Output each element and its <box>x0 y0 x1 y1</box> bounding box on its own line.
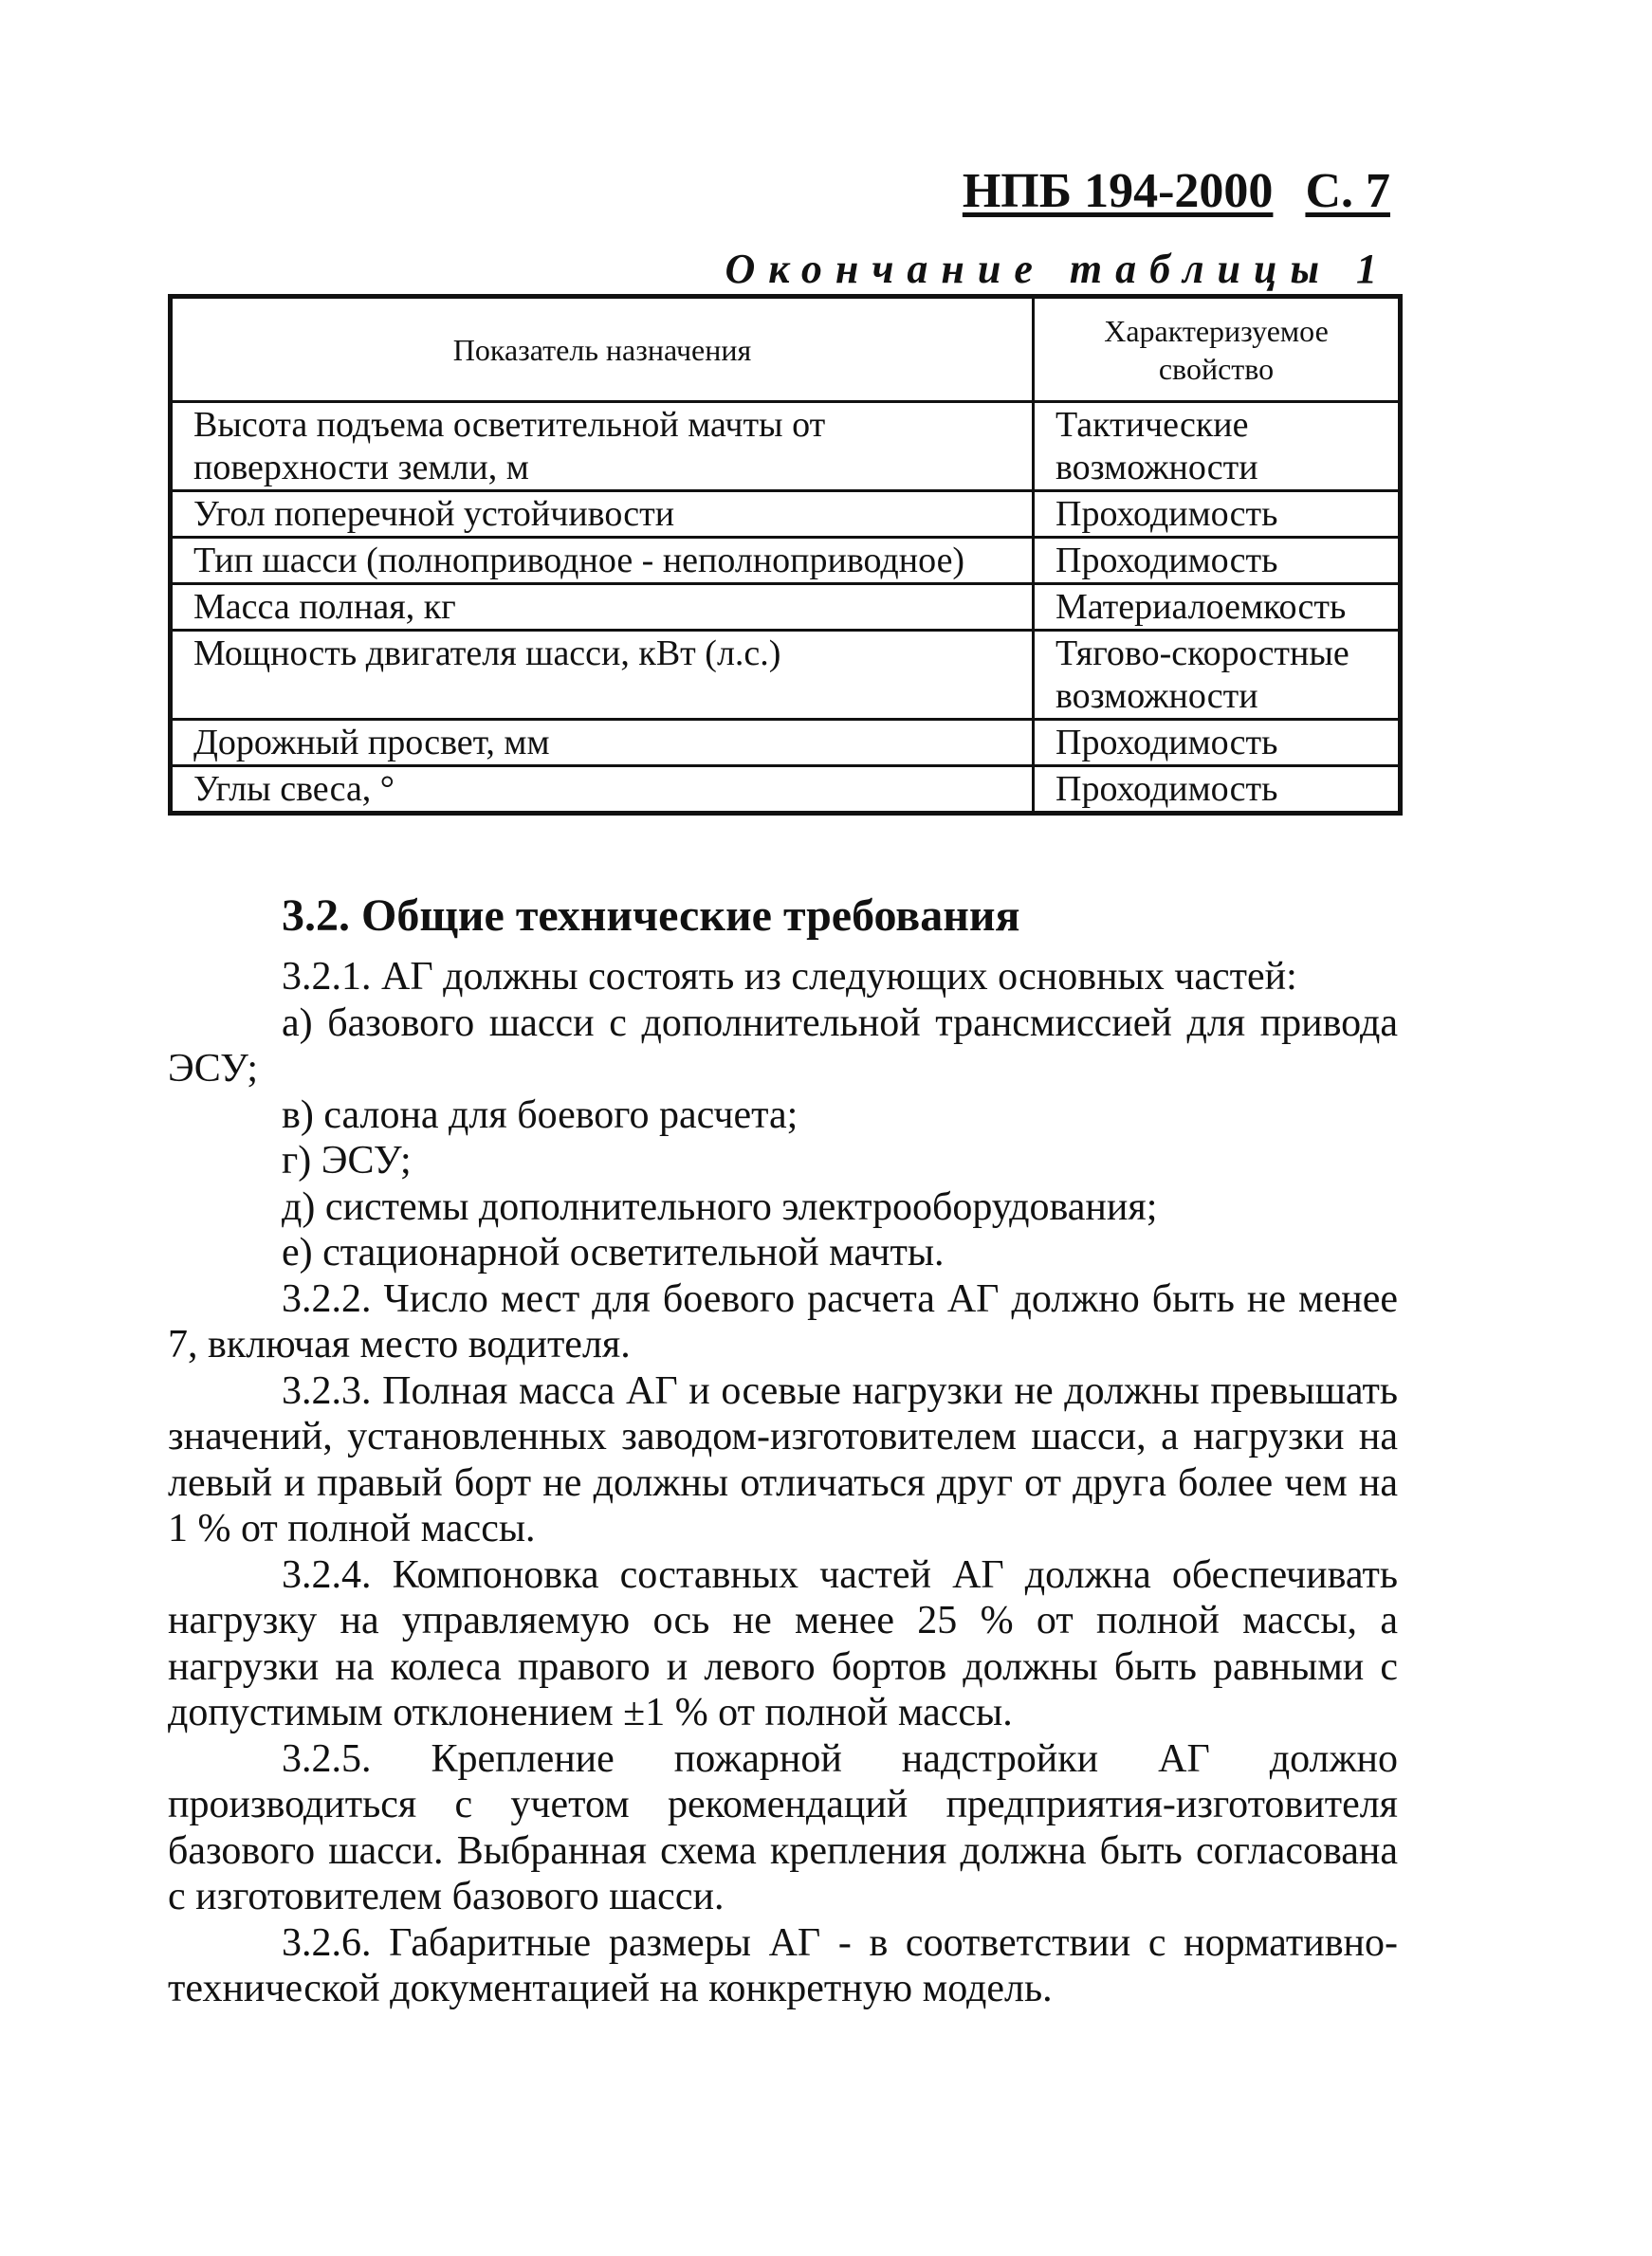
column-header-indicator: Показатель назначения <box>171 297 1034 402</box>
indicator-cell: Тип шасси (полноприводное - неполноприводное) <box>171 538 1034 584</box>
indicator-table <box>168 294 1403 816</box>
page-number: С. 7 <box>1305 164 1390 218</box>
indicator-cell: Угол поперечной устойчивости <box>171 491 1034 538</box>
table-row <box>171 491 1401 538</box>
table-header-row <box>171 297 1401 402</box>
paragraph: 3.2.3. Полная масса АГ и осевые нагрузки не должны превышать значений, установленных заводом-изготовителем шасси, а нагрузки на левый и правый борт не должны отличаться друг от друга более чем на 1 % от полной массы. <box>168 1368 1398 1550</box>
paragraph: 3.2.6. Габаритные размеры АГ - в соответствии с нормативно-технической документацией на конкретную модель. <box>168 1920 1398 2010</box>
table-row <box>171 720 1401 766</box>
indicator-cell: Дорожный просвет, мм <box>171 720 1034 766</box>
paragraph: 3.2.4. Компоновка составных частей АГ должна обеспечивать нагрузку на управляемую ось не менее 25 % от полной массы, а нагрузки на колеса правого и левого бортов должны быть равными с допустимым отклонением ±1 % от полной массы. <box>168 1552 1398 1734</box>
paragraph: е) стационарной осветительной мачты. <box>282 1231 945 1275</box>
section-body <box>168 954 1398 2012</box>
paragraph: 3.2.5. Крепление пожарной надстройки АГ должно производиться с учетом рекомендаций предприятия-изготовителя базового шасси. Выбранная схема крепления должна быть согласована с изготовителем базового шасси. <box>168 1736 1398 1918</box>
property-cell: Проходимость <box>1034 766 1401 814</box>
column-header-property: Характеризуемое свойство <box>1034 297 1401 402</box>
table-caption: Окончание таблицы 1 <box>725 246 1390 292</box>
paragraph: а) базового шасси с дополнительной трансмиссией для привода ЭСУ; <box>168 1000 1398 1091</box>
table-row <box>171 631 1401 720</box>
property-cell: Проходимость <box>1034 491 1401 538</box>
property-cell: Проходимость <box>1034 538 1401 584</box>
paragraph: 3.2.2. Число мест для боевого расчета АГ должно быть не менее 7, включая место водителя. <box>168 1276 1398 1366</box>
standard-number: НПБ 194-2000 <box>962 164 1274 218</box>
indicator-cell: Углы свеса, ° <box>171 766 1034 814</box>
paragraph: в) салона для боевого расчета; <box>282 1092 798 1137</box>
paragraph: г) ЭСУ; <box>282 1139 412 1183</box>
table-row <box>171 402 1401 491</box>
table-row <box>171 766 1401 814</box>
indicator-cell: Высота подъема осветительной мачты от поверхности земли, м <box>171 402 1034 491</box>
paragraph: д) системы дополнительного электрооборудования; <box>282 1184 1158 1229</box>
property-cell: Тягово-скоростные возможности <box>1034 631 1401 720</box>
property-cell: Проходимость <box>1034 720 1401 766</box>
property-cell: Материалоемкость <box>1034 584 1401 631</box>
section-title: 3.2. Общие технические требования <box>282 890 1020 941</box>
indicator-cell: Масса полная, кг <box>171 584 1034 631</box>
property-cell: Тактические возможности <box>1034 402 1401 491</box>
paragraph: 3.2.1. АГ должны состоять из следующих основных частей: <box>282 955 1297 999</box>
table-row <box>171 584 1401 631</box>
indicator-cell: Мощность двигателя шасси, кВт (л.с.) <box>171 631 1034 720</box>
page-header <box>963 163 1390 219</box>
table-row <box>171 538 1401 584</box>
